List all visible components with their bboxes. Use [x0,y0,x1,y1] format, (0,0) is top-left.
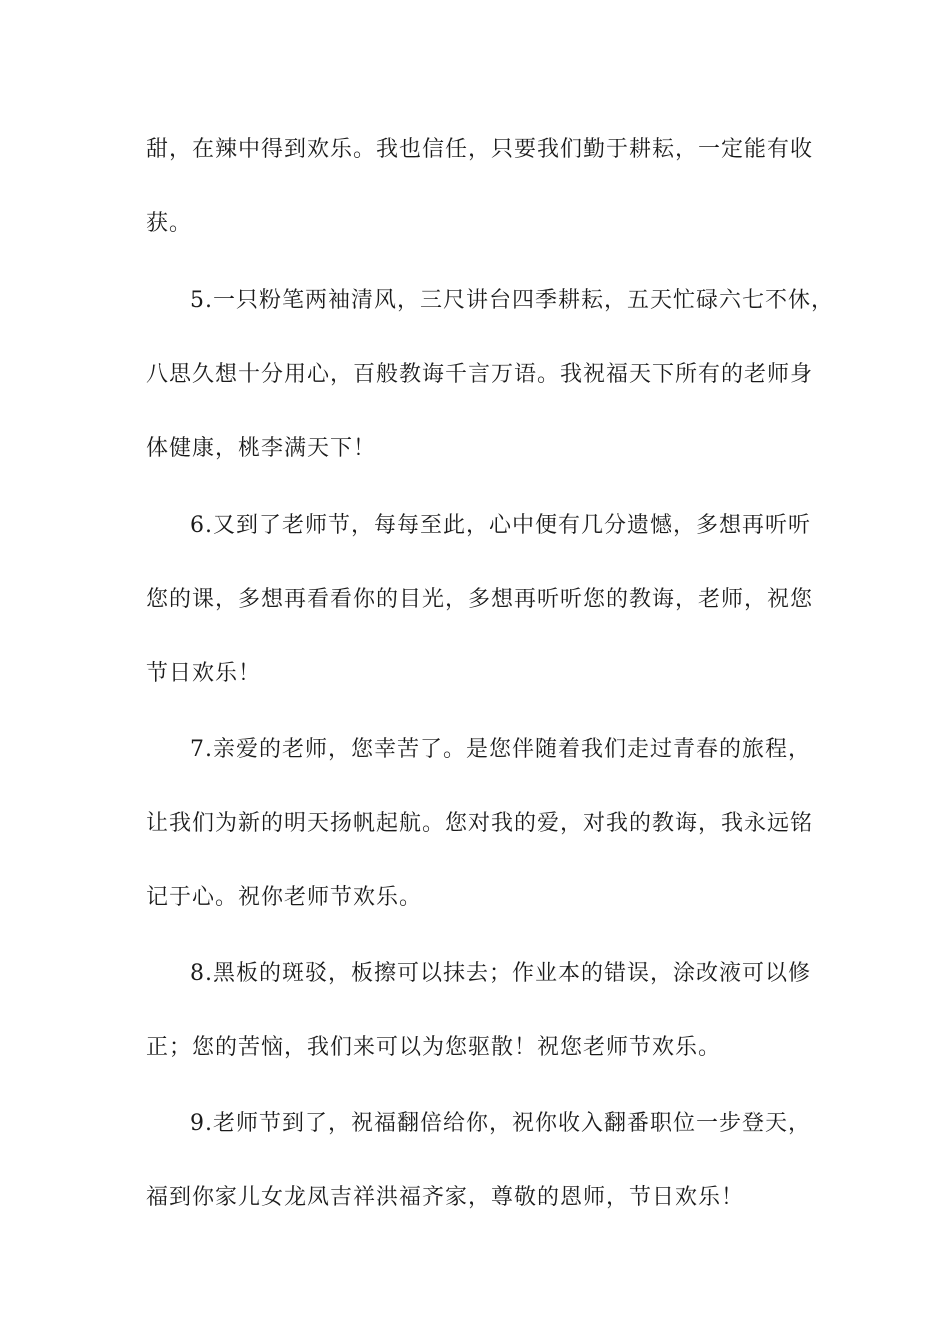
text-line: 节日欢乐！ [146,661,262,686]
text-line: 正；您的苦恼，我们来可以为您驱散！祝您老师节欢乐。 [146,1035,722,1060]
paragraph-9-line-1: 9.老师节到了，祝福翻倍给你，祝你收入翻番职位一步登天， [190,1111,811,1136]
text-line: 让我们为新的明天扬帆起航。您对我的爱，对我的教诲，我永远铭 [146,811,814,836]
text-line: 福到你家儿女龙凤吉祥洪福齐家，尊敬的恩师，节日欢乐！ [146,1185,745,1210]
paragraph-7-line-1: 7.亲爱的老师，您幸苦了。是您伴随着我们走过青春的旅程， [190,737,811,762]
text-line: 甜，在辣中得到欢乐。我也信任，只要我们勤于耕耘，一定能有收 [146,137,814,162]
paragraph-6-line-1: 6.又到了老师节，每每至此，心中便有几分遗憾，多想再听听 [190,513,811,538]
text-line: 记于心。祝你老师节欢乐。 [146,885,423,910]
paragraph-8-line-1: 8.黑板的斑驳，板擦可以抹去；作业本的错误，涂改液可以修 [190,961,811,986]
text-line: 您的课，多想再看看你的目光，多想再听听您的教诲，老师，祝您 [146,587,814,612]
text-line: 八思久想十分用心，百般教诲千言万语。我祝福天下所有的老师身 [146,362,814,387]
paragraph-5-line-1: 5.一只粉笔两袖清风，三尺讲台四季耕耘，五天忙碌六七不休， [190,288,834,313]
text-line: 体健康，桃李满天下！ [146,436,377,461]
text-line: 获。 [146,211,193,236]
